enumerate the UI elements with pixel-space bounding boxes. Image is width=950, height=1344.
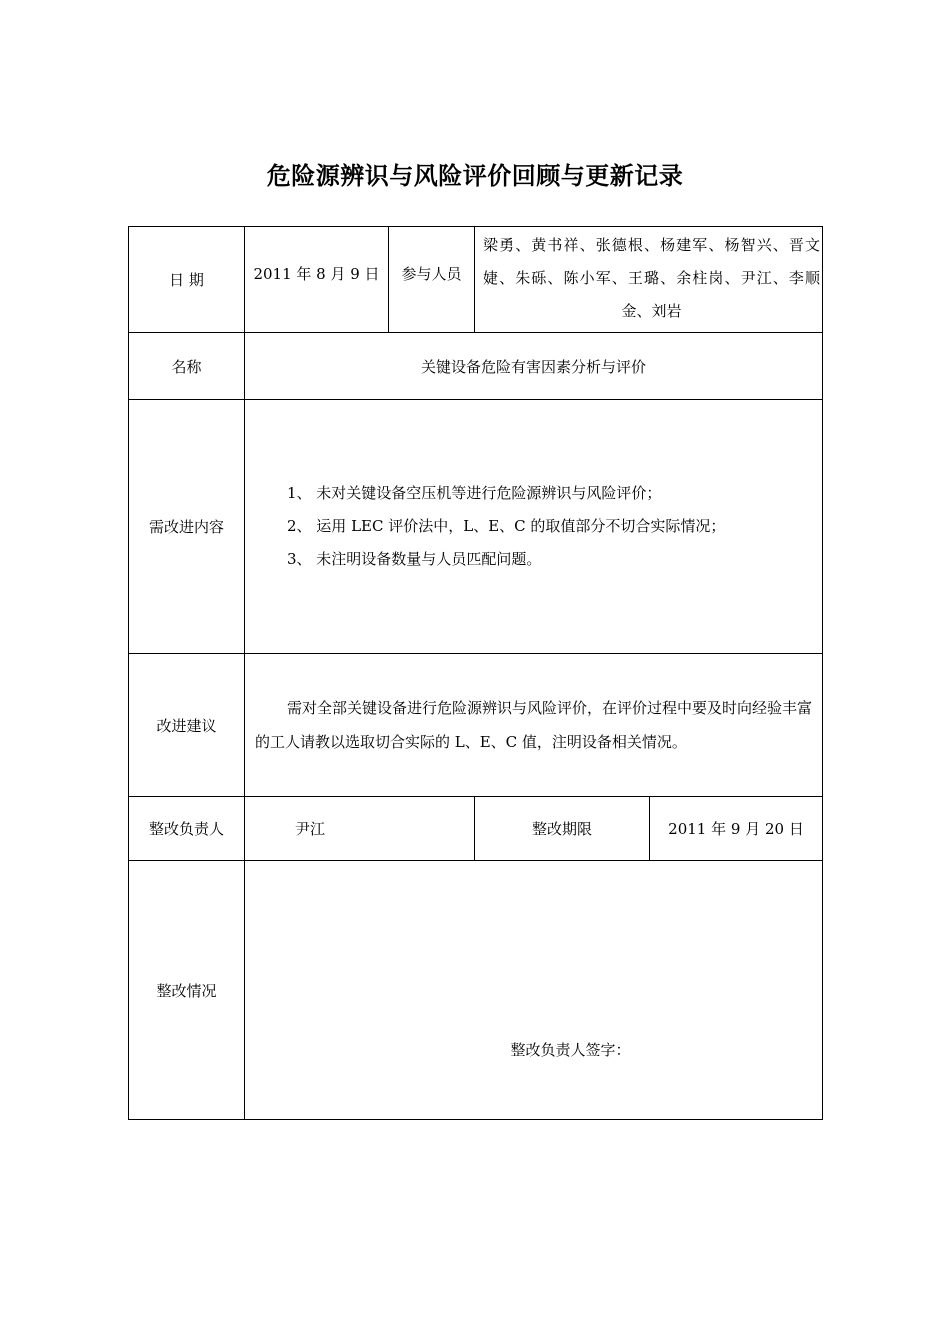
owner-value: 尹江	[245, 797, 475, 861]
record-table	[128, 226, 823, 1120]
name-label: 名称	[129, 333, 245, 400]
row-status	[129, 861, 823, 1120]
suggestion-text: 需对全部关键设备进行危险源辨识与风险评价，在评价过程中要及时向经验丰富的工人请教以选取切合实际的 L、E、C 值，注明设备相关情况。	[245, 654, 823, 797]
signature-label: 整改负责人签字：	[245, 861, 823, 1120]
issues-label: 需改进内容	[129, 400, 245, 654]
row-name	[129, 333, 823, 400]
deadline-value: 2011 年 9 月 20 日	[650, 797, 823, 861]
page-title: 危险源辨识与风险评价回顾与更新记录	[266, 162, 684, 190]
deadline-label: 整改期限	[475, 797, 650, 861]
date-label: 日 期	[129, 227, 245, 333]
participants-value: 梁勇、黄书祥、张德根、杨建军、杨智兴、晋文婕、朱砾、陈小军、王璐、余柱岗、尹江、李顺金、刘岩	[475, 227, 823, 333]
issue-item: 1、 未对关键设备空压机等进行危险源辨识与风险评价；	[287, 484, 662, 502]
issue-item: 3、 未注明设备数量与人员匹配问题。	[287, 550, 542, 568]
status-label: 整改情况	[129, 861, 245, 1120]
name-value: 关键设备危险有害因素分析与评价	[245, 333, 823, 400]
row-date	[129, 227, 823, 333]
row-owner	[129, 797, 823, 861]
suggestion-label: 改进建议	[129, 654, 245, 797]
row-suggestion	[129, 654, 823, 797]
issues-list	[245, 400, 823, 654]
row-issues	[129, 400, 823, 654]
owner-label: 整改负责人	[129, 797, 245, 861]
participants-label: 参与人员	[389, 227, 475, 333]
issue-item: 2、 运用 LEC 评价法中，L、E、C 的取值部分不切合实际情况；	[287, 517, 726, 535]
date-value: 2011 年 8 月 9 日	[245, 227, 389, 333]
